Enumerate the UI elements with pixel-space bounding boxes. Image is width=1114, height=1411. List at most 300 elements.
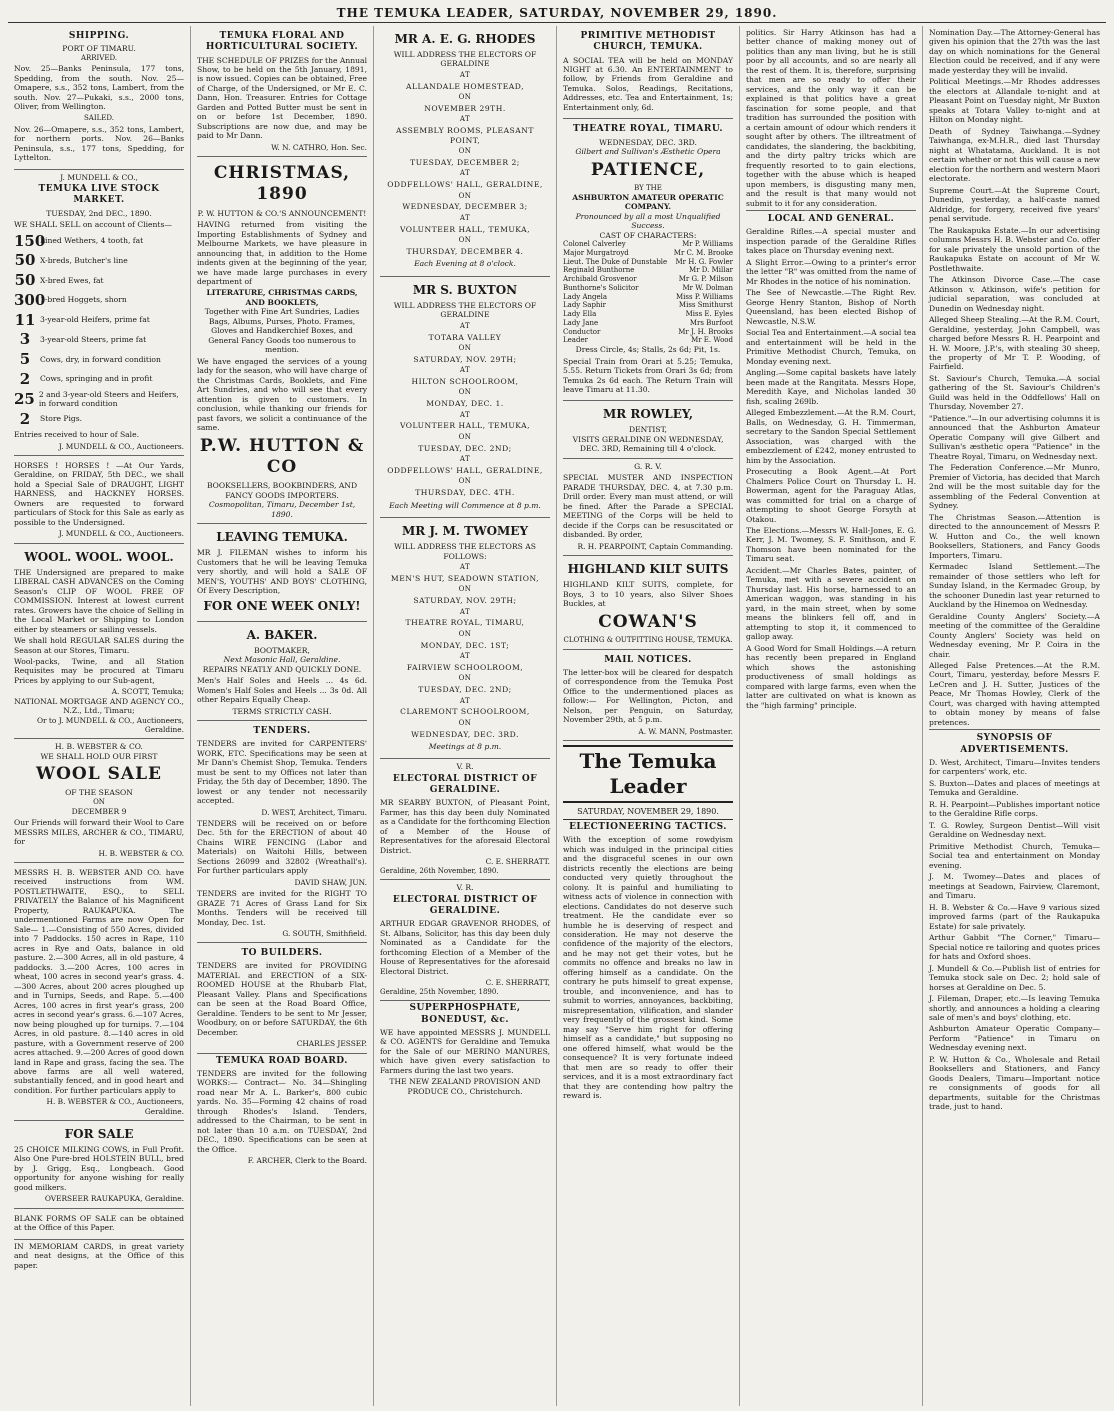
methodist-text: A SOCIAL TEA will be held on MONDAY NIGHT at 6.30. An ENTERTAINMENT to follow, by Friends from Geraldine and Temuka. Solos, Readings, Recitations, Addresses, etc. Tea and Entertainment, 1s; Entertainment only, 6d. — [563, 55, 733, 112]
election-notice-1 — [380, 759, 550, 880]
stock-row — [14, 410, 184, 429]
stock-count: 11 — [14, 310, 36, 329]
tender-1-sig: D. WEST, Architect, Timaru. — [261, 807, 367, 817]
buxton-will: WILL ADDRESS THE ELECTORS OF GERALDINE — [393, 300, 537, 320]
election-notice-2 — [380, 880, 550, 1001]
meeting-on: ON — [458, 388, 472, 397]
news-item: Nomination Day.—The Attorney-General has given his opinion that the 27th was the last day on which nominations for the General Election could be received, and if any were made yesterday they will be invalid. — [929, 28, 1100, 75]
raukapuka-text: MESSRS H. B. WEBSTER AND CO. have received instructions from WM. POSTLETHWAITE, ESQ., to SELL PRIVATELY the Balance of his Magnificent Property, RAUKAPUKA. The undermentioned Farms are now Open for Sale— 1.—Consisting of 550 Acres, divided into 7 Paddocks. 150 acres in Rape, 110 acres in Rye and Oats, balance in old pasture. 2.—300 Acres, all in old pasture, 4 paddocks. 3.—200 Acres, 100 acres in wheat, 100 acres in second year's grass. 4.—300 Acres, about 200 acres ploughed up and in Turnips, Seeds, and Rape. 5.—400 Acres, 100 acres in first year's grass, 200 acres in second year's grass. 6.—107 Acres, now being ploughed up for turnips. 7.—104 Acres, in old pasture. 8.—140 acres in old pasture, with a Government reserve of 200 acres attached. 9.—200 Acres of good down land in Rape and grass, facing the sea. The above farms are all well watered, substantially fenced, and in good heart and condition. For further particulars apply to — [14, 867, 184, 1095]
shipping-title: SHIPPING. — [68, 31, 130, 41]
roadboard-sig: F. ARCHER, Clerk to the Board. — [247, 1156, 367, 1166]
cast-role: Reginald Bunthorne — [563, 266, 635, 275]
cows-ad — [14, 1121, 184, 1209]
floral-sig: W. N. CATHRO, Hon. Sec. — [271, 142, 367, 152]
meeting-on: ON — [458, 718, 472, 727]
twomey-name: MR J. M. TWOMEY — [401, 524, 529, 539]
kilt-text: HIGHLAND KILT SUITS, complete, for Boys, 3 to 10 years, also Silver Shoes Buckles, at — [563, 580, 733, 609]
one-week-title: FOR ONE WEEK ONLY! — [203, 598, 361, 613]
shipping-section — [14, 26, 184, 170]
meeting-place: CLAREMONT SCHOOLROOM, — [400, 707, 530, 717]
meeting-place: VOLUNTEER HALL, TEMUKA, — [399, 421, 531, 431]
floral-ad — [197, 26, 367, 157]
column-3 — [374, 26, 557, 1406]
stock-desc: Lined Wethers, 4 tooth, fat — [40, 236, 144, 246]
meeting-place: ASSEMBLY ROOMS, PLEASANT POINT, — [396, 126, 534, 145]
stock-desc: 1-bred Hoggets, shorn — [40, 295, 127, 305]
raukapuka-ad — [14, 863, 184, 1121]
cast-actor: Miss Smithurst — [678, 301, 733, 310]
grv-ad — [563, 459, 733, 556]
tactics-text: With the exception of some rowdyism which was indulged in the principal cities and the disgraceful scenes in our own districts recently the elections are being conducted very quietly throughout the colony. It is painful and humiliating to witness acts of violence in connection with elections. Candidates do not deserve such treatment. He the candidate ever so humble he is deserving of respect and consideration. He may not deserve the confidence of the majority of the electors, and he may not get their votes, but he commits no offence and breaks no law in offering himself as a candidate. On the contrary he puts himself to great expense, trouble, and inconvenience, and has to submit to worries, annoyances, backbiting, misrepresentation, vilification, and slander very frequently of the grossest kind. Some may say "Serve him right for offering himself as a candidate," but supposing no one offered himself, what would be the consequence? It is very fortunate indeed that men are so ready to offer their services, and it is a most extraordinary fact that they are contending how paltry the reward is. — [563, 835, 733, 1101]
methodist-ad — [563, 26, 733, 119]
cast-actor: Mr W. Dolman — [682, 283, 733, 292]
floral-title: TEMUKA FLORAL AND HORTICULTURAL SOCIETY. — [205, 31, 359, 53]
cast-row — [563, 336, 733, 345]
wool-sales: We shall hold REGULAR SALES during the Season at our Stores, Timaru. — [14, 636, 184, 655]
leaving-ad — [197, 524, 367, 621]
column-5 — [740, 26, 923, 1406]
twomey-meetings — [380, 563, 550, 739]
rhodes-ad — [380, 26, 550, 277]
market-title: TEMUKA LIVE STOCK MARKET. — [38, 184, 160, 206]
meeting-place: THEATRE ROYAL, TIMARU, — [405, 618, 525, 628]
terms-text: TERMS STRICTLY CASH. — [232, 706, 332, 716]
stock-row — [14, 330, 184, 349]
wool-sale-on: ON — [93, 797, 105, 806]
stock-row — [14, 271, 184, 290]
meeting-on: AT — [459, 652, 471, 661]
meeting-on: ON — [458, 93, 472, 102]
buxton-name: MR S. BUXTON — [412, 282, 518, 297]
elect-1-date: Geraldine, 26th November, 1890. — [380, 866, 499, 875]
meeting-place: MEN'S HUT, SEADOWN STATION, — [390, 573, 540, 583]
meeting-place: TOTARA VALLEY — [428, 332, 502, 342]
news-item: Death of Sydney Taiwhanga.—Sydney Taiwhanga, ex-M.H.R., died last Thursday night at Whatatama, Auckland. It is not certain whether or not this will cause a new election for the northern and western Maori electorate. — [929, 126, 1100, 184]
stock-row — [14, 232, 184, 251]
meeting-on: AT — [459, 455, 471, 464]
train-text: Special Train from Orari at 5.25; Temuka, 5.55. Return Tickets from Orari 3s 6d; from Temuka 2s 6d each. The Return Train will leave Timaru at 11.30. — [563, 356, 733, 394]
stock-row — [14, 251, 184, 270]
meeting-on: AT — [459, 366, 471, 375]
meeting-on: ON — [458, 585, 472, 594]
meeting-on: AT — [459, 70, 471, 79]
meeting-on: AT — [459, 115, 471, 124]
port-heading: PORT OF TIMARU. — [62, 44, 136, 54]
stock-list — [14, 232, 184, 429]
column-6 — [923, 26, 1106, 1406]
stock-count: 150 — [14, 231, 46, 250]
column-4 — [557, 26, 740, 1406]
repairs-heading: REPAIRS NEATLY AND QUICKLY DONE. — [202, 664, 362, 674]
leader-title: The Temuka Leader — [563, 745, 733, 803]
mail-text: The letter-box will be cleared for despatch of correspondence from the Temuka Post Office to the undermentioned places as follow:— For Wellington, Picton, and Nelson, per Penguin, on Saturday, November 29th, at 5 p.m. — [563, 667, 733, 725]
hutton-addr: Cosmopolitan, Timaru, December 1st, 1890. — [208, 500, 356, 519]
meeting-date: THURSDAY, DEC. 4TH. — [415, 488, 515, 498]
roadboard-title: TEMUKA ROAD BOARD. — [216, 1055, 348, 1066]
grv-sig: R. H. PEARPOINT, Captain Commanding. — [577, 541, 733, 551]
mail-sig: A. W. MANN, Postmaster. — [638, 726, 733, 736]
meeting-place: ALLANDALE HOMESTEAD, — [406, 81, 524, 91]
columns — [8, 26, 1106, 1406]
elect-1-title: ELECTORAL DISTRICT OF GERALDINE. — [392, 773, 538, 796]
kilt-ad — [563, 556, 733, 649]
cast-row — [563, 328, 733, 337]
builders-text: TENDERS are invited for PROVIDING MATERIAL and ERECTION of a SIX-ROOMED HOUSE at the Rhubarb Flat, Pleasant Valley. Plans and Specifications can be seen at the Road Board Office, Geraldine. Tenders to be sent to Mr Jesser, Woodbury, on or before SATURDAY, the 6th December. — [197, 961, 367, 1037]
local-items — [746, 227, 916, 710]
stock-count: 5 — [19, 350, 31, 369]
christmas-goods: LITERATURE, CHRISTMAS CARDS, AND BOOKLETS, — [206, 288, 358, 307]
stock-count: 50 — [14, 251, 36, 270]
theatre-title: THEATRE ROYAL, TIMARU. — [573, 124, 723, 135]
buxton-meetings — [380, 322, 550, 498]
news-item: "Patience."—In our advertising columns it is announced that the Ashburton Amateur Operatic Company will give Gilbert and Sullivan's æsthetic opera "Patience" in the Theatre Royal, Timaru, on Wednesday next. — [929, 413, 1100, 461]
synopsis-item: R. H. Pearpoint—Publishes important notice to the Geraldine Rifle corps. — [929, 799, 1100, 819]
news-item: Supreme Court.—At the Supreme Court, Dunedin, yesterday, a half-caste named Aldridge, for forgery, received five years' penal servitude. — [929, 185, 1100, 224]
memoriam-ad — [14, 1242, 184, 1270]
baker-trade: BOOTMAKER, — [254, 645, 310, 655]
news-item: Kermadec Island Settlement.—The remainder of those settlers who left for Sunday Island, in the Kermadec Group, by the schooner Dunedin last year returned to Auckland by the Hinemoa on Wednesday. — [929, 562, 1100, 610]
theatre-sub: Gilbert and Sullivan's Æsthetic Opera — [575, 147, 721, 157]
elect-2-sig: C. E. SHERRATT, — [485, 978, 550, 988]
cast-role: Archibald Grosvenor — [563, 275, 637, 284]
meeting-date: MONDAY, DEC. 1ST; — [420, 640, 510, 650]
christmas-goods-2: Together with Fine Art Sundries, Ladies Bags, Albums, Purses, Photo. Frames, Gloves and Handkerchief Boxes, and General Fancy Goods too numerous to mention. — [204, 307, 360, 355]
super-sig: THE NEW ZEALAND PROVISION AND PRODUCE CO., Christchurch. — [389, 1077, 541, 1096]
cast-role: Major Murgatroyd — [563, 248, 629, 257]
theatre-prices: Dress Circle, 4s; Stalls, 2s 6d; Pit, 1s. — [575, 345, 721, 355]
buxton-ad — [380, 277, 550, 518]
synopsis-item: T. G. Rowley, Surgeon Dentist—Will visit Geraldine on Wednesday next. — [929, 820, 1100, 840]
blank-forms: BLANK FORMS OF SALE can be obtained at the Office of this Paper. — [14, 1213, 184, 1233]
meeting-on: ON — [458, 629, 472, 638]
vr-mark-2: V. R. — [456, 883, 474, 893]
cast-actor: Mrs Burfoot — [689, 318, 733, 327]
tender-2: TENDERS will be received on or before Dec. 5th for the ERECTION of about 40 Chains WIRE FENCING (Labor and Materials) on Waitohi Hills, between Sections 26099 and 32802 (Wreathall's). For further particulars apply — [197, 818, 367, 876]
stock-row — [14, 390, 184, 409]
forsale-text: 25 CHOICE MILKING COWS, in Full Profit. Also One Pure-bred HOLSTEIN BULL, bred by J. Grigg, Esq., Longbeach. Good opportunity for anyone wishing for really good milkers. — [14, 1144, 184, 1192]
news-items — [929, 28, 1100, 727]
builders-ad — [197, 943, 367, 1053]
stock-count: 2 — [19, 409, 31, 428]
elect-1-text: MR SEARBY BUXTON, of Pleasant Point, Farmer, has this day been duly Nominated as a Candidate for the forthcoming Election of a Member of the House of Representatives for the aforesaid Electoral District. — [380, 798, 550, 855]
cast-actor: Mr P. Williams — [682, 240, 733, 249]
meeting-date: SATURDAY, NOV. 29TH; — [413, 354, 517, 364]
market-date: TUESDAY, 2nd DEC., 1890. — [46, 208, 152, 218]
scott-sig: A. SCOTT, Temuka; — [111, 687, 184, 697]
stock-desc: X-bred Ewes, fat — [40, 275, 104, 285]
christmas-title: CHRISTMAS, 1890 — [213, 163, 351, 205]
cast-row — [563, 266, 733, 275]
forsale-title: FOR SALE — [64, 1126, 134, 1141]
roadboard-text: TENDERS are invited for the following WORKS:— Contract— No. 34—Shingling road near Mr A. L. Barker's, 800 cubic yards. No. 35—Forming 42 chains of road through Rhodes's Island. Tenders, addressed to the Chairman, to be sent in not later than 10 a.m. on TUESDAY, 2nd DEC., 1890. Specifications can be seen at the Office. — [197, 1068, 367, 1154]
local-item: Alleged Embezzlement.—At the R.M. Court, Balls, on Wednesday, G. H. Timmerman, secretary to the Sandon Special Settlement Association, was charged with the embezzlement of £242, money entrusted to him by the Association. — [746, 408, 916, 465]
rowley-ad — [563, 401, 733, 458]
meeting-on: ON — [458, 674, 472, 683]
rhodes-meetings — [380, 71, 550, 256]
tender-2-sig: DAVID SHAW, JUN. — [294, 877, 367, 887]
tenders-title: TENDERS. — [253, 726, 311, 736]
tender-3: TENDERS are invited for the RIGHT TO GRAZE 71 Acres of Grass Land for Six Months. Tenders will be received till Monday, Dec. 1st. — [197, 889, 367, 927]
local-item: The Elections.—Messrs W. Hall-Jones, E. G. Kerr, J. M. Twomey, S. F. Smithson, and F. Thomson have been nominated for the Timaru seat. — [746, 525, 916, 564]
buxton-note: Each Meeting will Commence at 8 p.m. — [389, 500, 541, 510]
vr-mark-1: V. R. — [456, 762, 474, 772]
meeting-on: AT — [459, 213, 471, 222]
meeting-place: ODDFELLOWS' HALL, GERALDINE, — [387, 180, 543, 190]
stock-count: 50 — [14, 271, 36, 290]
local-item: Accident.—Mr Charles Bates, painter, of Temuka, met with a severe accident on Thursday last. His horse, harnessed to an American waggon, was standing in his yard, in the main street, when by some means the blinkers fell off, and in attempting to stop it, it commenced to gallop away. — [746, 565, 916, 642]
by-the: BY THE — [634, 183, 662, 192]
stock-desc: Store Pigs. — [40, 414, 83, 424]
mail-notices — [563, 650, 733, 741]
meeting-on: ON — [458, 344, 472, 353]
synopsis-item: P. W. Hutton & Co., Wholesale and Retail Booksellers and Stationers, and Fancy Goods Dealers, Timaru—Important notice re consignments of goods for all departments, suitable for the Christmas trade, just to hand. — [929, 1054, 1100, 1112]
meeting-on: ON — [458, 477, 472, 486]
news-item: Political Meetings.—Mr Rhodes addresses the electors at Allandale to-night and at Pleasant Point on Tuesday night, Mr Buxton speaks at Totara Valley to-night and at Hilton on Monday night. — [929, 77, 1100, 125]
elect-2-date: Geraldine, 25th November, 1890. — [380, 987, 499, 996]
news-item: The Raukapuka Estate.—In our advertising columns Messrs H. B. Webster and Co. offer for sale privately the unsold portion of the Raukapuka Estate on account of Mr W. Postlethwaite. — [929, 225, 1100, 273]
meeting-place: ODDFELLOWS' HALL, GERALDINE, — [387, 465, 543, 475]
tactics-title: ELECTIONEERING TACTICS. — [569, 821, 727, 832]
grv-mark: G. R. V. — [634, 461, 662, 471]
stock-count: 2 — [19, 369, 31, 388]
market-intro: WE SHALL SELL on account of Clients— — [14, 220, 172, 230]
webster-sig-2: H. B. WEBSTER & CO., Auctioneers, Geraldine. — [46, 1097, 184, 1116]
news-item: St. Saviour's Church, Temuka.—A social gathering of the St. Saviour's Children's Guild was held in the Oddfellows' Hall on Thursday, November 27. — [929, 373, 1100, 412]
cast-role: Conductor — [563, 327, 601, 336]
theatre-date: WEDNESDAY, DEC. 3RD. — [599, 137, 697, 147]
woolpacks-text: Wool-packs, Twine, and all Station Requisites may be procured at Timaru Prices by applying to our Sub-agent, — [14, 657, 184, 685]
grv-text: SPECIAL MUSTER AND INSPECTION PARADE THURSDAY, DEC. 4, at 7.30 p.m. Drill order. Every man must attend, or will be fined. After the Parade a SPECIAL MEETING of the Corps will be held to decide if the Corps can be resuscitated or disbanded. By order, — [563, 473, 733, 540]
baker-addr: Next Masonic Hall, Geraldine. — [223, 655, 341, 665]
memoriam-text: IN MEMORIAM CARDS, in great variety and neat designs, at the Office of this paper. — [14, 1241, 184, 1270]
cast-actor: Miss P. Williams — [676, 292, 733, 301]
meeting-on: AT — [459, 563, 471, 572]
wool-sale-ad — [14, 739, 184, 863]
synopsis-item: Arthur Gabbit "The Corner," Timaru—Special notice re tailoring and quotes prices for hats and Oxford shoes. — [929, 933, 1100, 962]
meeting-on: ON — [458, 236, 472, 245]
meeting-date: SATURDAY, NOV. 29TH; — [413, 596, 517, 606]
kilt-title: HIGHLAND KILT SUITS — [567, 562, 729, 577]
mail-title: MAIL NOTICES. — [604, 654, 692, 665]
stock-row — [14, 311, 184, 330]
rowley-text: VISITS GERALDINE ON WEDNESDAY, DEC. 3RD, Remaining till 4 o'clock. — [572, 434, 724, 454]
twomey-note: Meetings at 8 p.m. — [428, 741, 502, 751]
news-item: Alleged False Pretences.—At the R.M. Court, Timaru, yesterday, before Messrs F. LeCren and J. H. Sutter, Justices of the Peace, Mr Thomas Howley, Clerk of the Court, was charged with having attempted to obtain money by means of false pretences. — [929, 661, 1100, 727]
cast-actor: Mr H. G. Fowler — [675, 257, 733, 266]
news-item: The Atkinson Divorce Case.—The case Atkinson v. Atkinson, wife's petition for judicial separation, was concluded at Dunedin on Wednesday night. — [929, 275, 1100, 313]
cast-role: Leader — [563, 336, 588, 345]
stock-desc: X-breds, Butcher's line — [40, 255, 128, 265]
cast-role: Lady Saphir — [563, 301, 607, 310]
roadboard-ad — [197, 1056, 367, 1166]
meeting-date: NOVEMBER 29TH. — [424, 103, 506, 113]
super-text: WE have appointed MESSRS J. MUNDELL & CO. AGENTS for Geraldine and Temuka for the Sale of our MERINO MANURES, which have given every satisfaction to Farmers during the last two years. — [380, 1027, 550, 1075]
elect-1-sig: C. E. SHERRATT. — [485, 857, 550, 867]
tenders-section — [197, 721, 367, 943]
leader-section — [563, 745, 733, 1101]
cowan-sub: CLOTHING & OUTFITTING HOUSE, TEMUKA. — [563, 635, 733, 644]
cast-actor: Mr C. M. Brooke — [673, 248, 733, 257]
christmas-ad — [197, 157, 367, 524]
repair-prices: Men's Half Soles and Heels ... 4s 6d. Women's Half Soles and Heels ... 3s 0d. All other Repairs Equally Cheap. — [197, 676, 367, 705]
stock-desc: Cows, dry, in forward condition — [40, 354, 161, 364]
cast-role: Lieut. The Duke of Dunstable — [563, 257, 668, 266]
cast-row — [563, 293, 733, 302]
company-name: ASHBURTON AMATEUR OPERATIC COMPANY. — [572, 192, 724, 212]
mundell-sig-2: Or to J. MUNDELL & CO., Auctioneers, Geraldine. — [36, 715, 184, 734]
live-stock-ad — [14, 170, 184, 456]
leaving-text: MR J. FILEMAN wishes to inform his Customers that he will be leaving Temuka very shortly, and will hold a SALE OF MEN'S, YOUTHS' AND BOYS' CLOTHING, Of Every Description, — [197, 548, 367, 596]
synopsis-item: S. Buxton—Dates and places of meetings at Temuka and Geraldine. — [929, 778, 1100, 798]
entries-note: Entries received to hour of Sale. — [14, 430, 140, 440]
politics-text: politics. Sir Harry Atkinson has had a better chance of making money out of politics than any man living, but he is still poor by all accounts, and so are nearly all the rest of them. It is, therefore, surprising that men are so ready to offer their services, and the only way it can be explained is that politics have a great fascination for some people, and that tradition has surrounded the position with a certain amount of odour which renders it sought after by others. The illtreatment of candidates, the slandering, the backbiting, and the dirty paltry tricks which are frequently resorted to to gain elections, together with the abuse which is heaped upon members, is disgusting many men, and the result is that many would not submit to it for any consideration. — [746, 28, 916, 208]
local-item: A Slight Error.—Owing to a printer's error the letter "R" was omitted from the name of Mr Rhodes in the notice of his nomination. — [746, 257, 916, 286]
theatre-ad — [563, 119, 733, 401]
cast-actor: Miss E. Eyles — [685, 310, 733, 319]
synopsis-item: J. Fileman, Draper, etc.—Is leaving Temuka shortly, and announces a holding a clearing sale of men's and boys' clothing, etc. — [929, 994, 1100, 1022]
meeting-place: VOLUNTEER HALL, TEMUKA, — [399, 224, 531, 234]
stock-row — [14, 291, 184, 310]
wool-title: WOOL. WOOL. WOOL. — [24, 549, 174, 564]
cast-role: Bunthorne's Solicitor — [563, 283, 639, 292]
elect-2-text: ARTHUR EDGAR GRAVENOR RHODES, of St. Albans, Solicitor, has this day been duly Nominated as a Candidate for the forthcoming Election of a Member of the House of Representatives for the aforesaid Electoral District. — [380, 919, 550, 976]
pronounced: Pronounced by all a most Unqualified Success. — [575, 211, 721, 231]
rhodes-note: Each Evening at 8 o'clock. — [414, 259, 516, 269]
meeting-on: AT — [459, 410, 471, 419]
meeting-on: AT — [459, 696, 471, 705]
cast-role: Lady Jane — [563, 318, 599, 327]
mundell-sig: J. MUNDELL & CO., Auctioneers. — [58, 441, 184, 451]
synopsis-item: D. West, Architect, Timaru—Invites tenders for carpenters' work, etc. — [929, 757, 1100, 777]
meeting-on: AT — [459, 607, 471, 616]
stock-desc: Cows, springing and in profit — [40, 374, 153, 384]
synopsis-list — [929, 758, 1100, 1112]
nma-sig: NATIONAL MORTGAGE AND AGENCY CO., N.Z., Ltd., Timaru; — [14, 696, 184, 716]
hutton-sub: BOOKSELLERS, BOOKBINDERS, AND FANCY GOODS IMPORTERS. — [206, 481, 358, 500]
synopsis-item: H. B. Webster & Co.—Have 9 various sized improved farms (part of the Raukapuka Estate) for sale privately. — [929, 902, 1100, 931]
rowley-name: MR ROWLEY, — [602, 407, 694, 422]
webster-head: H. B. WEBSTER & CO. — [55, 742, 143, 752]
cast-role: Lady Ella — [563, 310, 597, 319]
methodist-title: PRIMITIVE METHODIST CHURCH, TEMUKA. — [580, 31, 716, 53]
wool-sale-text: Our Friends will forward their Wool to Care MESSRS MILES, ARCHER & CO., TIMARU, for — [14, 818, 184, 847]
cast-list — [563, 240, 733, 345]
meeting-date: TUESDAY, DEC. 2ND; — [418, 443, 512, 453]
tender-1: TENDERS are invited for CARPENTERS' WORK, ETC. Specifications may be seen at Mr Dann's Chemist Shop, Temuka. Tenders must be sent to my Offices not later than Friday, the 5th day of December, 1890. The lowest or any tender not necessarily accepted. — [197, 739, 367, 806]
cast-row — [563, 240, 733, 249]
cast-row — [563, 301, 733, 310]
cast-role: Lady Angela — [563, 292, 608, 301]
twomey-will: WILL ADDRESS THE ELECTORS AS FOLLOWS: — [394, 542, 536, 561]
hutton-title: P.W. HUTTON & CO — [199, 435, 365, 477]
wool-sale-intro: WE SHALL HOLD OUR FIRST — [40, 751, 158, 761]
stock-count: 300 — [14, 290, 46, 309]
forsale-sig: OVERSEER RAUKAPUKA, Geraldine. — [44, 1194, 184, 1204]
cast-row — [563, 284, 733, 293]
elect-2-title: ELECTORAL DISTRICT OF GERALDINE. — [392, 894, 538, 917]
wool-ad — [14, 544, 184, 740]
local-item: Geraldine Rifles.—A special muster and inspection parade of the Geraldine Rifles takes place on Thursday evening next. — [746, 227, 916, 256]
masthead: THE TEMUKA LEADER, SATURDAY, NOVEMBER 29, 1890. — [8, 6, 1106, 23]
local-item: Social Tea and Entertainment.—A social tea and entertainment will be held in the Primitive Methodist Church, Temuka, on Monday evening next. — [746, 328, 916, 366]
cast-row — [563, 310, 733, 319]
baker-name: A. BAKER. — [246, 627, 318, 642]
mundell-head: J. MUNDELL & CO., — [60, 172, 138, 182]
superphosphate-ad — [380, 1003, 550, 1096]
news-item: The Christmas Season.—Attention is directed to the announcement of Messrs P. W. Hutton and Co., the well known Booksellers, Stationers, and Fancy Goods Importers, Timaru. — [929, 512, 1100, 560]
leader-date: SATURDAY, NOVEMBER 29, 1890. — [563, 807, 733, 820]
local-title: LOCAL AND GENERAL. — [746, 210, 916, 225]
local-item: A Good Word for Small Holdings.—A return has recently been prepared in England which shows the astonishing productiveness of small holdings as compared with large farms, even when the latter are cultivated on what is known as the "high farming" principle. — [746, 643, 916, 710]
cast-row — [563, 258, 733, 267]
horses-ad — [14, 456, 184, 544]
wool-sale-season: OF THE SEASON — [65, 788, 133, 798]
stock-desc: 2 and 3-year-old Steers and Heifers, in forward condition — [38, 389, 179, 409]
column-1 — [8, 26, 191, 1406]
wool-sale-date: DECEMBER 9 — [71, 806, 127, 816]
wool-text: THE Undersigned are prepared to make LIBERAL CASH ADVANCES on the Coming Season's CLIP OF WOOL FREE OF COMMISSION. Interest at lowest current rates. Growers have the choice of Selling in the Local Market or Shipping to London either by steamers or sailing vessels. — [14, 567, 184, 634]
meeting-on: ON — [458, 147, 472, 156]
meeting-on: AT — [459, 321, 471, 330]
local-item: Angling.—Some capital baskets have lately been made at the Rangitata. Messrs Hope, Meredith Kaye, and Nicholas landed 30 fish, scaling 269lb. — [746, 368, 916, 406]
tender-3-sig: G. SOUTH, Smithfield. — [282, 928, 367, 938]
builders-sig: CHARLES JESSEP. — [296, 1039, 367, 1049]
meeting-place: HILTON SCHOOLROOM, — [411, 377, 519, 386]
stock-count: 3 — [19, 330, 31, 349]
synopsis-item: Primitive Methodist Church, Temuka—Social tea and entertainment on Monday evening. — [929, 841, 1100, 870]
stock-row — [14, 370, 184, 389]
meeting-place: FAIRVIEW SCHOOLROOM, — [406, 662, 524, 672]
cast-row — [563, 275, 733, 284]
arrived-text: Nov. 25—Banks Peninsula, 177 tons, Spedding, from the south. Nov. 25—Omapere, s.s., 352 tons, Lambert, from the south. Nov. 27—Pukaki, s.s., 2000 tons, Oliver, from Wellington. — [14, 64, 184, 112]
meeting-on: AT — [459, 169, 471, 178]
leaving-title: LEAVING TEMUKA. — [216, 530, 348, 545]
christmas-text-2: We have engaged the services of a young lady for the season, who will have charge of the Christmas Cards, Booklets, and Fine Art Sundries, and who will see that every attention is given to customers. In conclusion, while thanking our friends for past favors, we solicit a continuance of the same. — [197, 356, 367, 433]
floral-text: THE SCHEDULE OF PRIZES for the Annual Show, to be held on the 5th January, 1891, is now issued. Copies can be obtained, Free of Charge, of the Undersigned, or Mr E. C. Dann, Hon. Treasurer. Entries for Cottage Garden and Potted Butter must be sent in on or before 1st December, 1890. Subscriptions are now due, and may be paid to Mr Dann. — [197, 55, 367, 141]
meeting-date: TUESDAY, DECEMBER 2; — [410, 157, 520, 167]
rhodes-will: WILL ADDRESS THE ELECTORS OF GERALDINE — [393, 50, 537, 69]
news-item: Geraldine County Anglers' Society.—A meeting of the committee of the Geraldine County Anglers' Society was held on Wednesday evening, Mr P. Coira in the chair. — [929, 611, 1100, 659]
meeting-on: ON — [458, 191, 472, 200]
patience-title: PATIENCE, — [590, 159, 706, 180]
synopsis-item: J. Mundell & Co.—Publish list of entries for Temuka stock sale on Dec. 2; hold sale of horses at Geraldine on Dec. 5. — [929, 963, 1100, 992]
cast-actor: Mr D. Millar — [689, 266, 733, 275]
horses-sig: J. MUNDELL & CO., Auctioneers. — [58, 529, 184, 539]
cast-row — [563, 249, 733, 258]
sailed-text: Nov. 26—Omapere, s.s., 352 tons, Lambert, for northern ports. Nov. 26—Banks Peninsula, s.s., 177 tons, Spedding, for Lyttelton. — [14, 124, 184, 163]
christmas-sub: P. W. HUTTON & CO.'S ANNOUNCEMENT! — [197, 208, 367, 218]
rhodes-name: MR A. E. G. RHODES — [394, 32, 536, 46]
synopsis-title: SYNOPSIS OF ADVERTISEMENTS. — [929, 729, 1100, 756]
cast-actor: Mr G. P. Milson — [678, 275, 733, 284]
local-item: The See of Newcastle.—The Right Rev. George Henry Stanton, Bishop of North Queensland, has been elected Bishop of Newcastle, N.S.W. — [746, 288, 916, 326]
webster-sig: H. B. WEBSTER & CO. — [98, 848, 184, 858]
meeting-date: THURSDAY, DECEMBER 4. — [406, 246, 524, 256]
column-2 — [191, 26, 374, 1406]
meeting-date: WEDNESDAY, DEC. 3RD. — [411, 729, 519, 739]
stock-count: 25 — [14, 389, 35, 408]
cowan-name: COWAN'S — [598, 611, 698, 632]
christmas-text: HAVING returned from visiting the Importing Establishments of Sydney and Melbourne Markets, we have pleasure in announcing that, in addition to the Home indents given at the beginning of the year, we have made large purchases in every department of — [197, 220, 367, 286]
meeting-on: ON — [458, 432, 472, 441]
baker-ad — [197, 622, 367, 721]
stock-desc: 3-year-old Heifers, prime fat — [40, 315, 150, 325]
cast-title: CAST OF CHARACTERS: — [599, 230, 697, 240]
synopsis-item: Ashburton Amateur Operatic Company—Perform "Patience" in Timaru on Wednesday evening next. — [929, 1024, 1100, 1053]
rowley-trade: DENTIST, — [629, 425, 667, 435]
forms-ad — [14, 1209, 184, 1240]
arrived-label: ARRIVED. — [80, 53, 118, 62]
